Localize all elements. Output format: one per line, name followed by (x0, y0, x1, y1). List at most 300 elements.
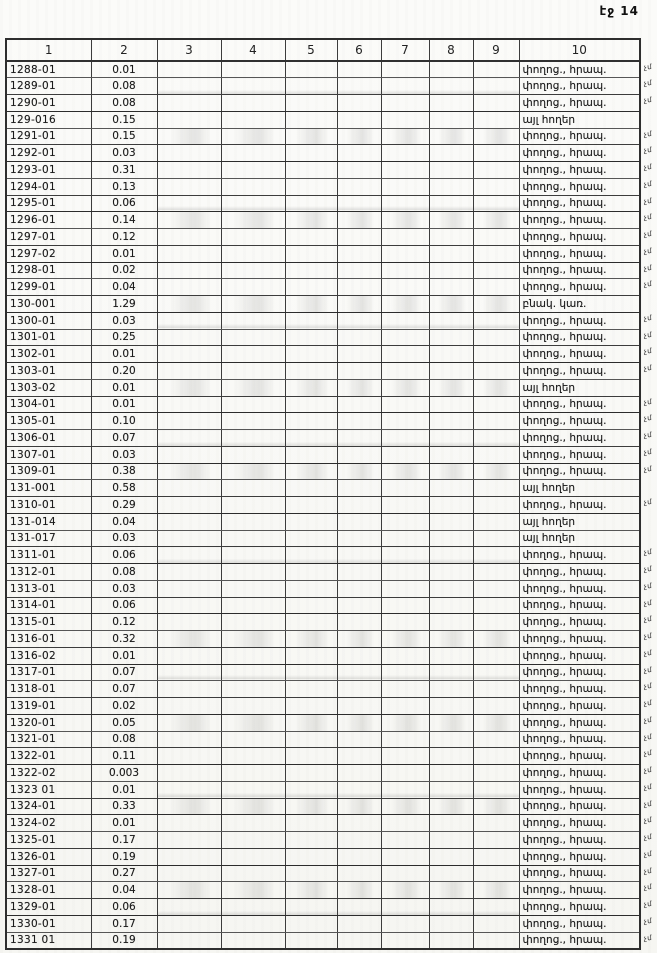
column-header: 2 (91, 39, 157, 61)
empty-cell (221, 329, 285, 346)
handwritten-margin-mark: չմ (643, 799, 653, 808)
empty-cell (381, 195, 429, 212)
empty-cell (429, 798, 473, 815)
empty-cell (473, 379, 519, 396)
parcel-code-cell: 1322-02 (6, 765, 91, 782)
empty-cell (473, 413, 519, 430)
land-use-cell: փողոց., հրապ. (519, 848, 640, 865)
table-row (6, 229, 640, 246)
empty-cell (221, 597, 285, 614)
area-value-cell: 0.01 (91, 647, 157, 664)
empty-cell (337, 128, 381, 145)
empty-cell (429, 848, 473, 865)
empty-cell (285, 296, 337, 313)
handwritten-margin-mark: չմ (643, 62, 653, 71)
parcel-code-cell: 1300-01 (6, 312, 91, 329)
area-value-cell: 0.06 (91, 899, 157, 916)
handwritten-margin-mark: չմ (643, 347, 653, 356)
empty-cell (337, 480, 381, 497)
empty-cell (429, 597, 473, 614)
area-value-cell: 0.01 (91, 396, 157, 413)
area-value-cell: 0.32 (91, 631, 157, 648)
table-row (6, 714, 640, 731)
empty-cell (337, 396, 381, 413)
parcel-code-cell: 1312-01 (6, 564, 91, 581)
land-use-cell: փողոց., հրապ. (519, 229, 640, 246)
empty-cell (381, 396, 429, 413)
parcel-code-cell: 1327-01 (6, 865, 91, 882)
empty-cell (429, 547, 473, 564)
parcel-code-cell: 1294-01 (6, 178, 91, 195)
empty-cell (157, 480, 221, 497)
empty-cell (381, 714, 429, 731)
area-value-cell: 0.17 (91, 915, 157, 932)
empty-cell (381, 296, 429, 313)
land-use-cell: փողոց., հրապ. (519, 664, 640, 681)
handwritten-margin-mark: չմ (643, 715, 653, 725)
empty-cell (381, 882, 429, 899)
empty-cell (337, 781, 381, 798)
area-value-cell: 0.33 (91, 798, 157, 815)
land-use-cell: փողոց., հրապ. (519, 279, 640, 296)
handwritten-margin-mark: չմ (643, 849, 653, 859)
area-value-cell: 0.25 (91, 329, 157, 346)
empty-cell (337, 463, 381, 480)
land-use-cell: փողոց., հրապ. (519, 145, 640, 162)
empty-cell (429, 413, 473, 430)
empty-cell (157, 363, 221, 380)
empty-cell (429, 78, 473, 95)
empty-cell (429, 497, 473, 514)
empty-cell (381, 731, 429, 748)
area-value-cell: 0.20 (91, 363, 157, 380)
parcel-code-cell: 1325-01 (6, 832, 91, 849)
parcel-code-cell: 1306-01 (6, 430, 91, 447)
empty-cell (381, 446, 429, 463)
table-row (6, 195, 640, 212)
handwritten-margin-mark: չմ (643, 95, 653, 105)
empty-cell (285, 564, 337, 581)
empty-cell (221, 748, 285, 765)
table-row (6, 296, 640, 313)
empty-cell (157, 195, 221, 212)
table-row (6, 413, 640, 430)
empty-cell (429, 882, 473, 899)
table-row (6, 530, 640, 547)
table-row (6, 932, 640, 949)
table-row (6, 212, 640, 229)
empty-cell (473, 430, 519, 447)
empty-cell (381, 597, 429, 614)
parcel-code-cell: 1307-01 (6, 446, 91, 463)
empty-cell (429, 564, 473, 581)
empty-cell (285, 178, 337, 195)
empty-cell (337, 162, 381, 179)
table-row (6, 363, 640, 380)
empty-cell (157, 463, 221, 480)
empty-cell (429, 329, 473, 346)
area-value-cell: 0.03 (91, 446, 157, 463)
empty-cell (337, 899, 381, 916)
parcel-code-cell: 1303-02 (6, 379, 91, 396)
parcel-code-cell: 1295-01 (6, 195, 91, 212)
parcel-code-cell: 1326-01 (6, 848, 91, 865)
handwritten-margin-mark: չմ (643, 162, 653, 172)
empty-cell (429, 614, 473, 631)
handwritten-margin-mark: չմ (643, 816, 653, 825)
empty-cell (221, 279, 285, 296)
page-number-label: էջ 14 (599, 4, 639, 18)
empty-cell (381, 530, 429, 547)
handwritten-margin-mark: չմ (643, 313, 653, 323)
empty-cell (285, 195, 337, 212)
empty-cell (337, 363, 381, 380)
empty-cell (429, 513, 473, 530)
handwritten-margin-mark: չմ (643, 447, 653, 457)
land-use-cell: փողոց., հրապ. (519, 714, 640, 731)
empty-cell (221, 530, 285, 547)
table-row (6, 681, 640, 698)
table-row (6, 329, 640, 346)
empty-cell (337, 178, 381, 195)
handwritten-margin-mark: չմ (643, 883, 653, 892)
handwritten-margin-mark: չմ (643, 414, 653, 423)
empty-cell (285, 832, 337, 849)
empty-cell (337, 647, 381, 664)
empty-cell (221, 915, 285, 932)
area-value-cell: 0.01 (91, 61, 157, 78)
empty-cell (381, 781, 429, 798)
area-value-cell: 0.31 (91, 162, 157, 179)
table-row (6, 111, 640, 128)
empty-cell (429, 865, 473, 882)
empty-cell (221, 78, 285, 95)
empty-cell (221, 731, 285, 748)
handwritten-margin-mark: չմ (643, 782, 653, 792)
empty-cell (381, 614, 429, 631)
empty-cell (473, 212, 519, 229)
empty-cell (221, 882, 285, 899)
empty-cell (473, 245, 519, 262)
empty-cell (221, 681, 285, 698)
table-row (6, 61, 640, 78)
empty-cell (429, 580, 473, 597)
empty-cell (221, 413, 285, 430)
empty-cell (381, 698, 429, 715)
table-header-row (6, 39, 640, 61)
parcel-code-cell: 1311-01 (6, 547, 91, 564)
empty-cell (337, 848, 381, 865)
table-row (6, 580, 640, 597)
empty-cell (429, 162, 473, 179)
empty-cell (285, 731, 337, 748)
table-row (6, 647, 640, 664)
empty-cell (221, 178, 285, 195)
land-use-cell: փողոց., հրապ. (519, 899, 640, 916)
empty-cell (473, 162, 519, 179)
empty-cell (473, 564, 519, 581)
empty-cell (157, 714, 221, 731)
empty-cell (337, 379, 381, 396)
land-use-cell: փողոց., հրապ. (519, 614, 640, 631)
empty-cell (473, 815, 519, 832)
handwritten-margin-mark: չմ (643, 330, 653, 339)
area-value-cell: 0.003 (91, 765, 157, 782)
empty-cell (473, 61, 519, 78)
empty-cell (221, 647, 285, 664)
empty-cell (473, 547, 519, 564)
empty-cell (285, 614, 337, 631)
column-header: 10 (519, 39, 640, 61)
land-use-cell: փողոց., հրապ. (519, 580, 640, 597)
empty-cell (337, 111, 381, 128)
empty-cell (429, 262, 473, 279)
empty-cell (381, 312, 429, 329)
land-use-cell: փողոց., հրապ. (519, 262, 640, 279)
empty-cell (473, 145, 519, 162)
empty-cell (381, 832, 429, 849)
land-use-cell: փողոց., հրապ. (519, 212, 640, 229)
empty-cell (473, 848, 519, 865)
empty-cell (381, 430, 429, 447)
empty-cell (473, 932, 519, 949)
area-value-cell: 0.04 (91, 279, 157, 296)
area-value-cell: 0.13 (91, 178, 157, 195)
empty-cell (381, 513, 429, 530)
area-value-cell: 0.02 (91, 262, 157, 279)
empty-cell (473, 262, 519, 279)
empty-cell (285, 781, 337, 798)
handwritten-margin-mark: չմ (643, 79, 653, 88)
empty-cell (285, 329, 337, 346)
handwritten-margin-mark: չմ (643, 363, 653, 373)
empty-cell (157, 815, 221, 832)
empty-cell (337, 714, 381, 731)
empty-cell (157, 279, 221, 296)
empty-cell (221, 714, 285, 731)
table-row (6, 597, 640, 614)
empty-cell (473, 446, 519, 463)
parcel-code-cell: 1319-01 (6, 698, 91, 715)
empty-cell (285, 698, 337, 715)
empty-cell (285, 798, 337, 815)
empty-cell (285, 865, 337, 882)
empty-cell (285, 446, 337, 463)
empty-cell (337, 513, 381, 530)
column-header: 7 (381, 39, 429, 61)
empty-cell (285, 915, 337, 932)
empty-cell (429, 396, 473, 413)
empty-cell (473, 865, 519, 882)
empty-cell (285, 61, 337, 78)
empty-cell (157, 396, 221, 413)
empty-cell (221, 798, 285, 815)
parcel-code-cell: 1329-01 (6, 899, 91, 916)
empty-cell (337, 312, 381, 329)
empty-cell (473, 832, 519, 849)
empty-cell (221, 513, 285, 530)
table-row (6, 513, 640, 530)
handwritten-margin-mark: չմ (643, 196, 653, 205)
empty-cell (221, 195, 285, 212)
table-row (6, 497, 640, 514)
table-row (6, 832, 640, 849)
empty-cell (473, 899, 519, 916)
area-value-cell: 0.06 (91, 547, 157, 564)
empty-cell (221, 162, 285, 179)
handwritten-margin-mark: չմ (643, 581, 653, 591)
empty-cell (473, 631, 519, 648)
empty-cell (337, 78, 381, 95)
empty-cell (429, 195, 473, 212)
empty-cell (473, 781, 519, 798)
empty-cell (285, 497, 337, 514)
empty-cell (381, 95, 429, 112)
empty-cell (337, 915, 381, 932)
area-value-cell: 0.12 (91, 229, 157, 246)
empty-cell (285, 480, 337, 497)
empty-cell (285, 413, 337, 430)
empty-cell (285, 714, 337, 731)
empty-cell (157, 61, 221, 78)
table-row (6, 379, 640, 396)
table-row (6, 698, 640, 715)
empty-cell (337, 564, 381, 581)
parcel-code-cell: 1304-01 (6, 396, 91, 413)
handwritten-margin-mark: չմ (643, 213, 653, 222)
empty-cell (429, 446, 473, 463)
area-value-cell: 0.01 (91, 379, 157, 396)
land-use-cell: փողոց., հրապ. (519, 798, 640, 815)
empty-cell (429, 530, 473, 547)
empty-cell (285, 212, 337, 229)
parcel-code-cell: 1289-01 (6, 78, 91, 95)
empty-cell (157, 296, 221, 313)
empty-cell (157, 497, 221, 514)
empty-cell (429, 178, 473, 195)
empty-cell (381, 128, 429, 145)
empty-cell (337, 882, 381, 899)
parcel-code-cell: 1328-01 (6, 882, 91, 899)
empty-cell (429, 664, 473, 681)
empty-cell (285, 128, 337, 145)
empty-cell (221, 497, 285, 514)
land-use-cell: փողոց., հրապ. (519, 564, 640, 581)
parcel-code-cell: 1313-01 (6, 580, 91, 597)
empty-cell (337, 832, 381, 849)
empty-cell (381, 363, 429, 380)
empty-cell (221, 614, 285, 631)
empty-cell (429, 312, 473, 329)
empty-cell (429, 346, 473, 363)
parcel-code-cell: 1331 01 (6, 932, 91, 949)
empty-cell (157, 748, 221, 765)
empty-cell (285, 145, 337, 162)
handwritten-margin-mark: չմ (643, 464, 653, 473)
empty-cell (337, 865, 381, 882)
table-row (6, 564, 640, 581)
empty-cell (429, 145, 473, 162)
land-use-cell: փողոց., հրապ. (519, 647, 640, 664)
empty-cell (221, 61, 285, 78)
empty-cell (473, 363, 519, 380)
land-use-cell: փողոց., հրապ. (519, 597, 640, 614)
empty-cell (429, 631, 473, 648)
empty-cell (429, 832, 473, 849)
empty-cell (221, 346, 285, 363)
column-header: 8 (429, 39, 473, 61)
empty-cell (429, 212, 473, 229)
table-row (6, 915, 640, 932)
empty-cell (473, 229, 519, 246)
handwritten-margin-mark: չմ (643, 179, 653, 189)
empty-cell (473, 497, 519, 514)
land-use-cell: փողոց., հրապ. (519, 765, 640, 782)
handwritten-margin-mark: չմ (643, 615, 653, 624)
area-value-cell: 0.17 (91, 832, 157, 849)
empty-cell (285, 162, 337, 179)
empty-cell (221, 379, 285, 396)
land-use-cell: փողոց., հրապ. (519, 815, 640, 832)
area-value-cell: 0.07 (91, 430, 157, 447)
area-value-cell: 0.14 (91, 212, 157, 229)
empty-cell (337, 798, 381, 815)
empty-cell (285, 229, 337, 246)
empty-cell (157, 899, 221, 916)
empty-cell (221, 245, 285, 262)
parcel-code-cell: 1309-01 (6, 463, 91, 480)
parcel-code-cell: 1314-01 (6, 597, 91, 614)
empty-cell (429, 698, 473, 715)
empty-cell (381, 647, 429, 664)
parcel-code-cell: 1297-01 (6, 229, 91, 246)
empty-cell (337, 731, 381, 748)
empty-cell (157, 915, 221, 932)
empty-cell (473, 346, 519, 363)
area-value-cell: 0.10 (91, 413, 157, 430)
table-row (6, 145, 640, 162)
empty-cell (157, 765, 221, 782)
empty-cell (429, 714, 473, 731)
empty-cell (221, 128, 285, 145)
empty-cell (285, 681, 337, 698)
parcel-code-cell: 1293-01 (6, 162, 91, 179)
empty-cell (429, 363, 473, 380)
handwritten-margin-mark: չմ (643, 146, 653, 155)
table-row (6, 128, 640, 145)
empty-cell (473, 513, 519, 530)
parcel-code-cell: 1290-01 (6, 95, 91, 112)
area-value-cell: 0.11 (91, 748, 157, 765)
area-value-cell: 0.29 (91, 497, 157, 514)
area-value-cell: 0.01 (91, 346, 157, 363)
handwritten-margin-mark: չմ (643, 866, 653, 875)
empty-cell (473, 480, 519, 497)
empty-cell (381, 229, 429, 246)
empty-cell (381, 346, 429, 363)
empty-cell (221, 865, 285, 882)
empty-cell (337, 61, 381, 78)
empty-cell (285, 664, 337, 681)
empty-cell (429, 111, 473, 128)
empty-cell (381, 413, 429, 430)
empty-cell (285, 312, 337, 329)
empty-cell (221, 145, 285, 162)
area-value-cell: 0.03 (91, 530, 157, 547)
empty-cell (157, 78, 221, 95)
land-use-cell: փողոց., հրապ. (519, 413, 640, 430)
empty-cell (337, 329, 381, 346)
